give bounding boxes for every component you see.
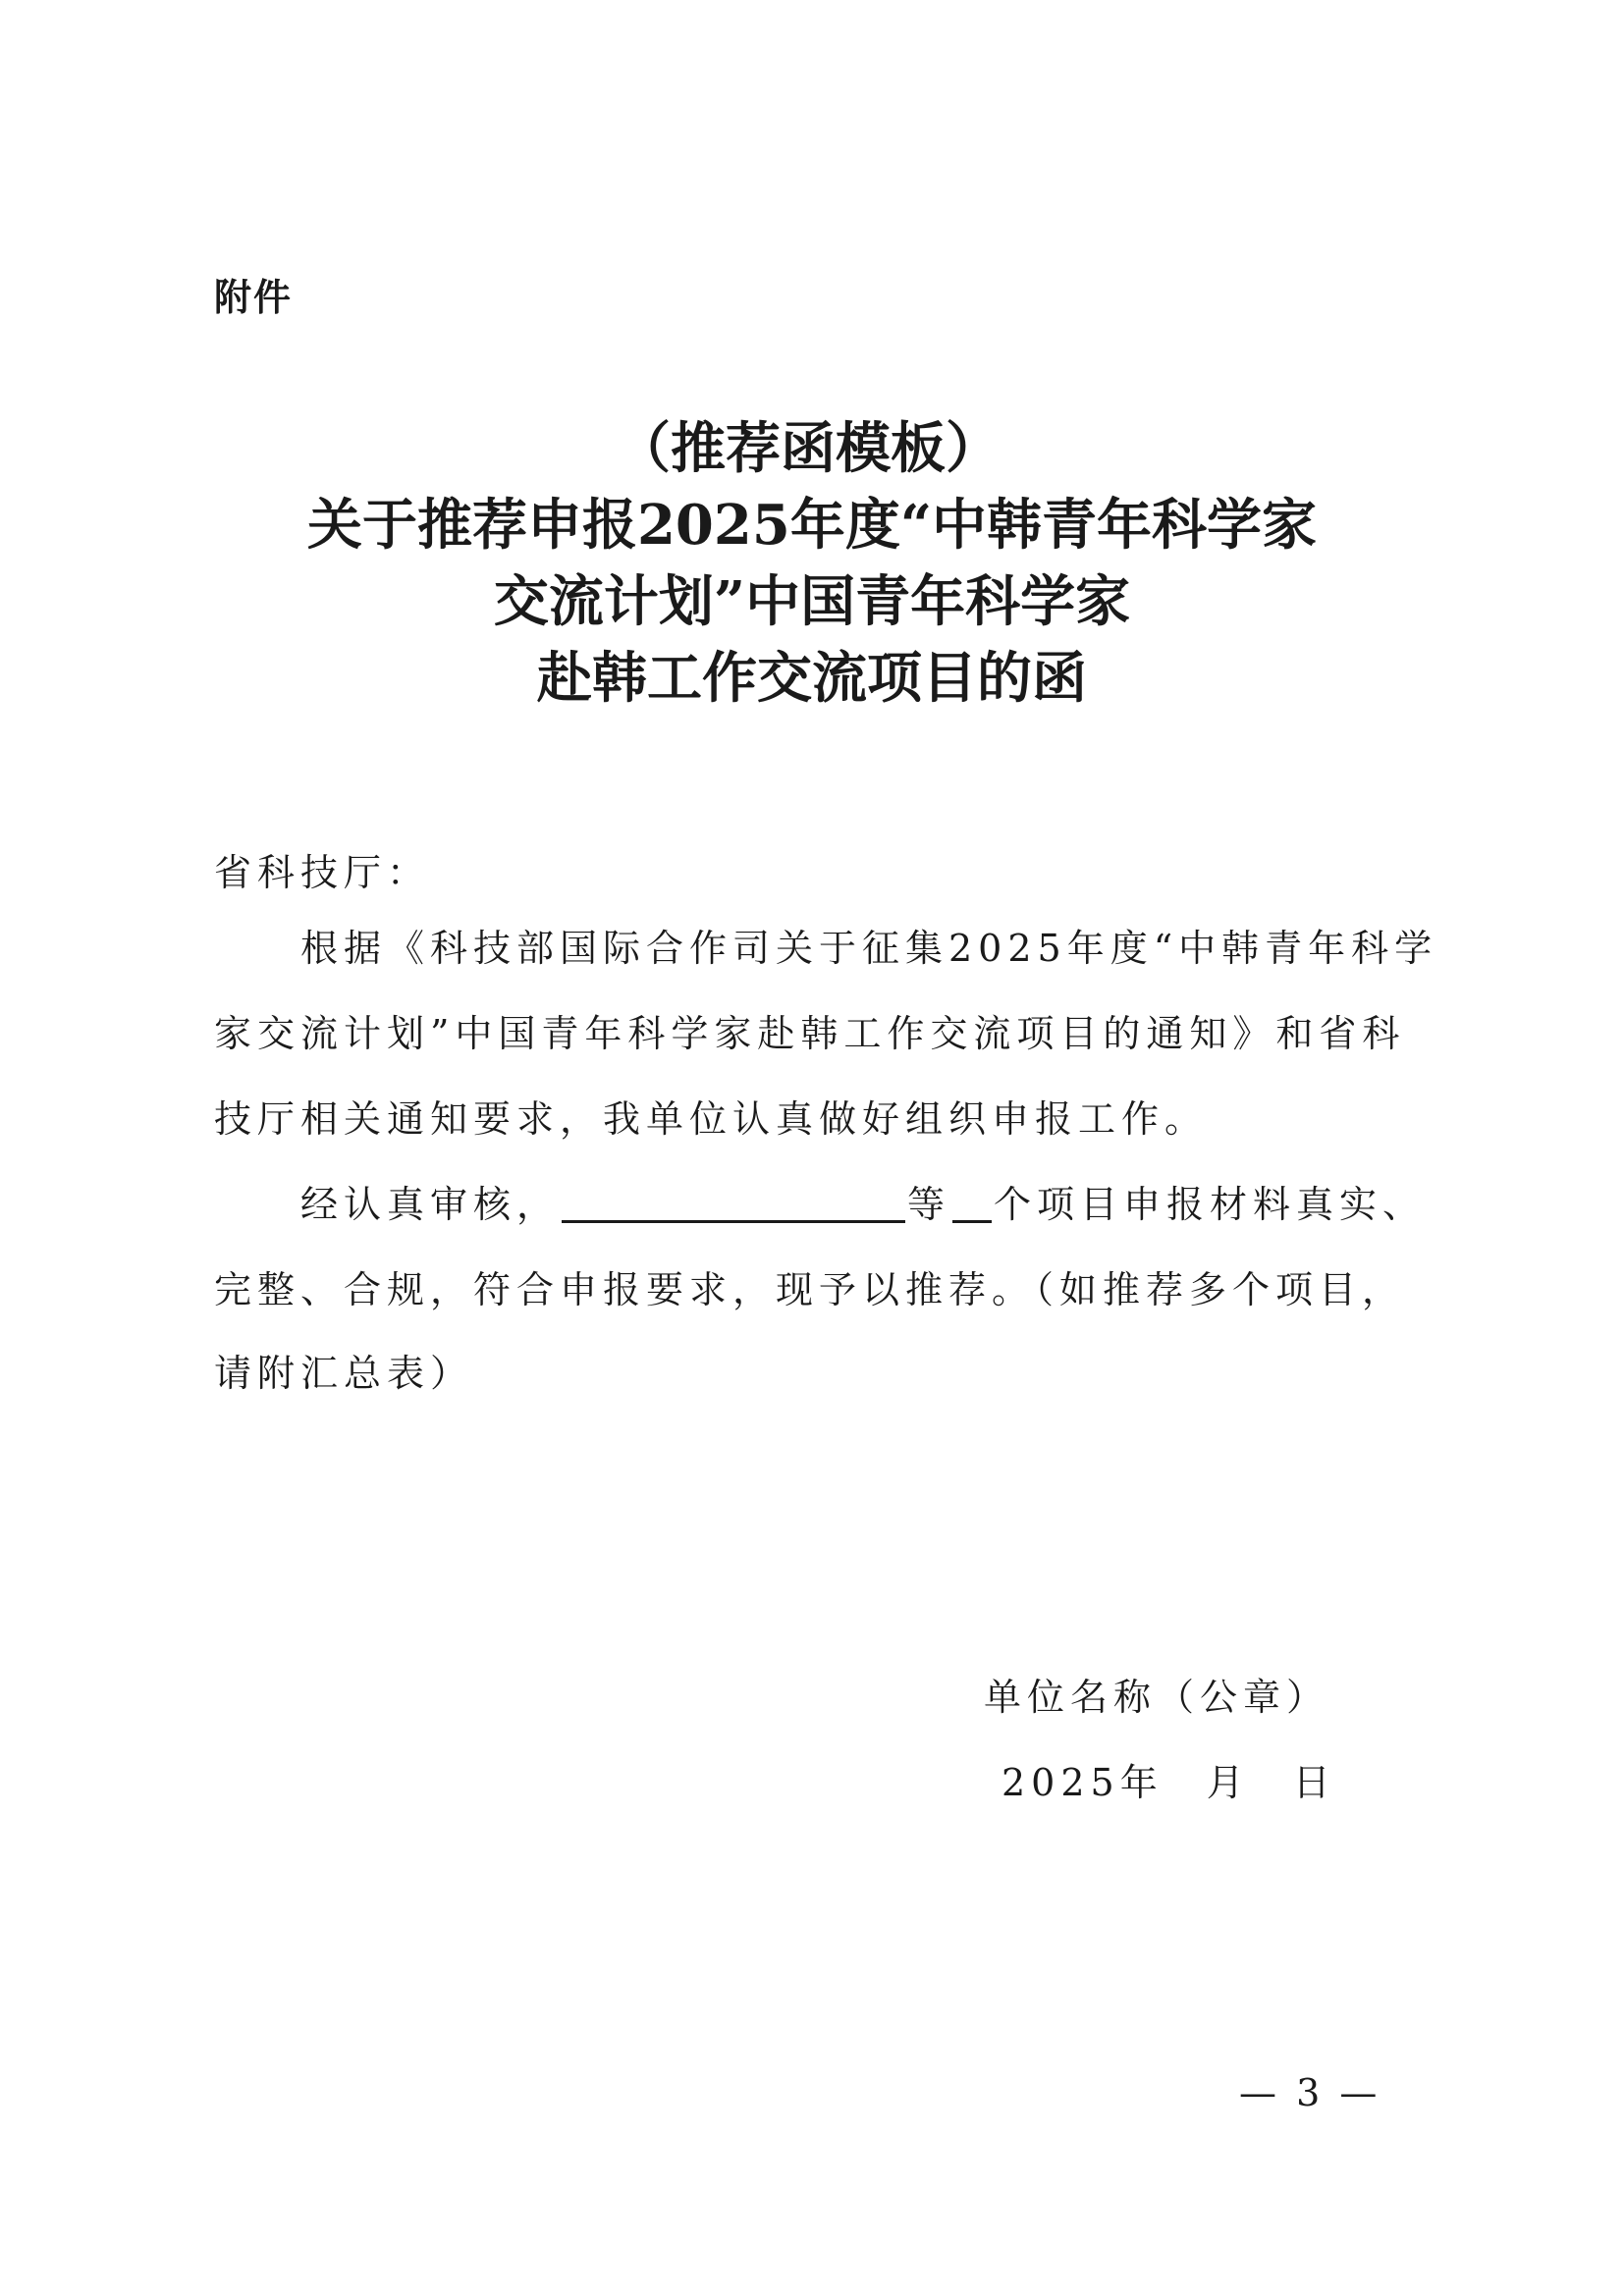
title-line-4: 赴韩工作交流项目的函 (537, 646, 1087, 711)
paragraph-2-line-2: 完整、合规，符合申报要求，现予以推荐。（如推荐多个项目， (214, 1268, 1406, 1311)
paragraph-2-suffix: 个项目申报材料真实、 (994, 1183, 1427, 1226)
paragraph-1-line-3: 技厅相关通知要求，我单位认真做好组织申报工作。 (214, 1097, 1209, 1141)
signature-date: 2025年 月 日 (1001, 1761, 1336, 1804)
paragraph-2-line-3: 请附汇总表） (214, 1352, 474, 1395)
signature-unit: 单位名称（公章） (984, 1676, 1330, 1719)
attachment-label: 附件 (214, 276, 294, 319)
document-title (0, 410, 1624, 717)
salutation: 省科技厅： (214, 851, 431, 894)
paragraph-2-prefix: 经认真审核， (300, 1183, 561, 1226)
paragraph-1-line-2: 家交流计划”中国青年科学家赴韩工作交流项目的通知》和省科 (214, 1012, 1406, 1055)
title-line-1: （推荐函模板） (616, 416, 1001, 481)
project-name-blank[interactable] (562, 1181, 905, 1223)
page-number: — 3 — (1239, 2071, 1381, 2114)
paragraph-2-line-1 (300, 1174, 1426, 1228)
title-line-2: 关于推荐申报2025年度“中韩青年科学家 (306, 493, 1318, 558)
paragraph-1-line-1: 根据《科技部国际合作司关于征集2025年度“中韩青年科学 (300, 927, 1438, 970)
paragraph-2-mid: 等 (907, 1183, 951, 1226)
project-count-blank[interactable] (952, 1181, 992, 1223)
title-line-3: 交流计划”中国青年科学家 (493, 569, 1131, 634)
